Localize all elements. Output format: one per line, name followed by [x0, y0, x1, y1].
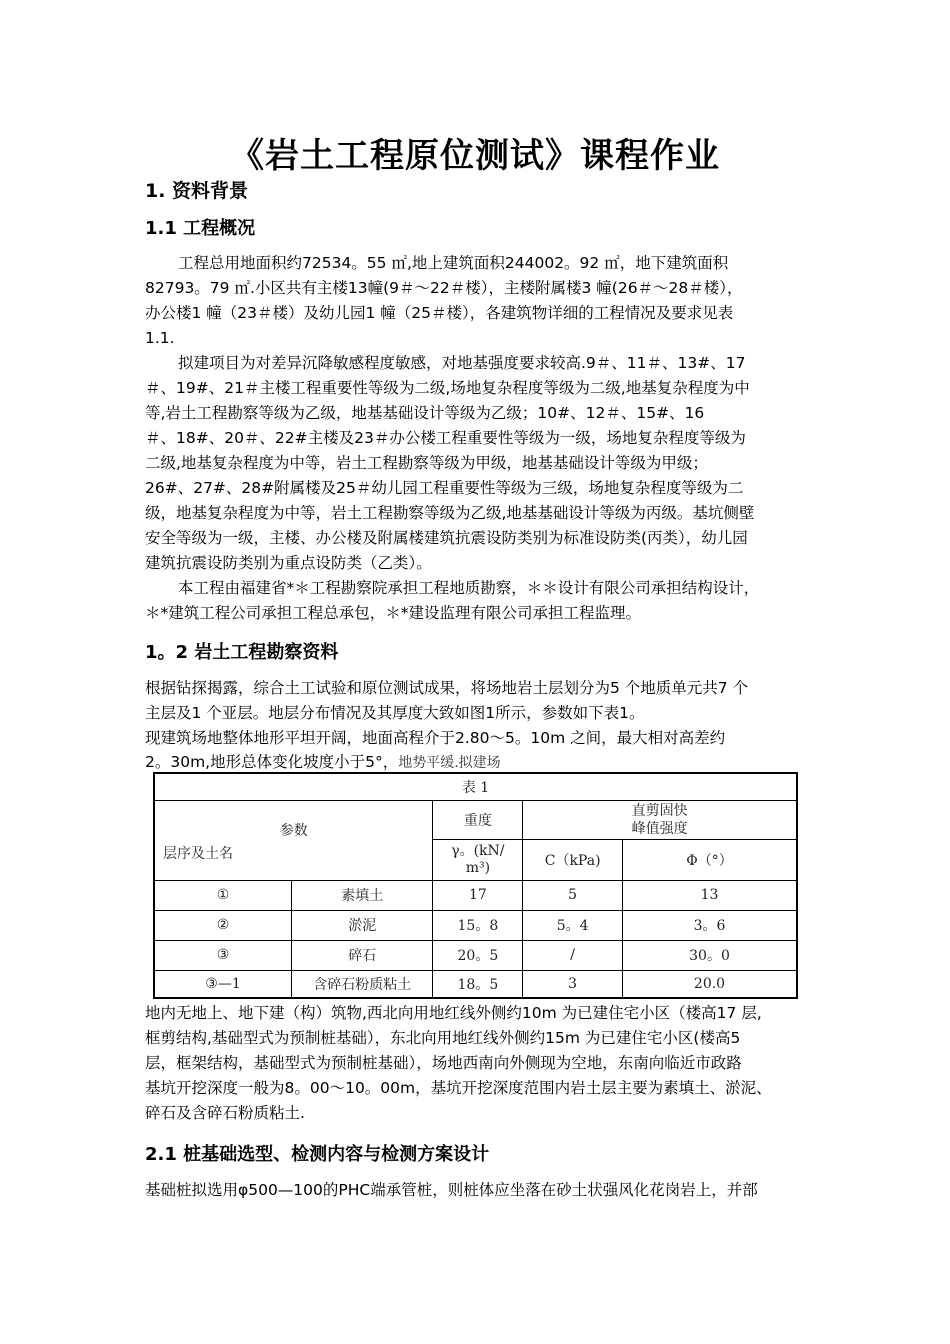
paragraph-line: ＃、18#、20＃、22#主楼及23＃办公楼工程重要性等级为一级，场地复杂程度等级为	[145, 429, 746, 447]
cell-name: 碎石	[292, 940, 433, 970]
cell-c: 5。4	[523, 910, 623, 940]
section-heading-2-1: 2.1 桩基础选型、检测内容与检测方案设计	[145, 1144, 490, 1165]
table-header-gamma-line1: γ。(kN/	[451, 842, 505, 859]
table-header-shear-line1: 直剪固快	[631, 802, 688, 819]
cell-gamma: 20。5	[433, 940, 523, 970]
cell-c: /	[523, 940, 623, 970]
section-heading-1-1: 1.1 工程概况	[145, 218, 256, 239]
table-header-shear	[523, 800, 797, 839]
paragraph-line: 框剪结构,基础型式为预制桩基础），东北向用地红线外侧约15m 为已建住宅小区(楼高5	[145, 1029, 741, 1047]
cell-phi: 3。6	[623, 910, 797, 940]
cell-phi: 30。0	[623, 940, 797, 970]
cell-c: 3	[523, 970, 623, 998]
paragraph-line: 拟建项目为对差异沉降敏感程度敏感，对地基强度要求较高.9＃、11＃、13#、17	[178, 354, 746, 372]
table-header-layer: 层序及土名	[163, 845, 233, 862]
cell-name: 淤泥	[292, 910, 433, 940]
paragraph-line: 现建筑场地整体地形平坦开阔，地面高程介于2.80～5。10m 之间，最大相对高差约	[145, 729, 726, 747]
cell-c: 5	[523, 880, 623, 910]
paragraph-line: ＃、19#、21＃主楼工程重要性等级为二级,场地复杂程度等级为二级,地基复杂程度为中	[145, 379, 750, 397]
cell-no: ③	[154, 940, 292, 970]
cell-gamma: 18。5	[433, 970, 523, 998]
cell-no: ①	[154, 880, 292, 910]
cell-no: ②	[154, 910, 292, 940]
paragraph-line: 工程总用地面积约72534。55 ㎡,地上建筑面积244002。92 ㎡，地下建筑面积	[178, 254, 729, 272]
paragraph-line: 1.1.	[145, 329, 175, 347]
paragraph-line: 层，框架结构，基础型式为预制桩基础），场地西南向外侧现为空地，东南向临近市政路	[145, 1054, 742, 1072]
table-header-phi: Φ（°）	[623, 839, 797, 880]
table-header-gamma-line2: m³)	[465, 859, 491, 876]
soil-parameter-table	[153, 772, 798, 999]
paragraph-line: 26#、27#、28#附属楼及25＃幼儿园工程重要性等级为三级，场地复杂程度等级为二	[145, 479, 744, 497]
paragraph-line: 等,岩土工程勘察等级为乙级，地基基础设计等级为乙级；10#、12＃、15#、16	[145, 404, 705, 422]
paragraph-text: 2。30m,地形总体变化坡度小于5°，	[145, 753, 399, 771]
table-header-params: 参数	[279, 822, 308, 839]
cell-phi: 13	[623, 880, 797, 910]
table-row	[154, 880, 797, 910]
cell-gamma: 15。8	[433, 910, 523, 940]
paragraph-text-serif: 地势平缓.拟建场	[398, 755, 501, 771]
paragraph-line: 办公楼1 幢（23＃楼）及幼儿园1 幢（25＃楼），各建筑物详细的工程情况及要求见表	[145, 304, 734, 322]
paragraph-line: 碎石及含碎石粉质粘土.	[145, 1104, 305, 1122]
table-header-gamma	[433, 839, 523, 880]
paragraph-line: 建筑抗震设防类别为重点设防类（乙类）。	[145, 554, 432, 572]
cell-phi: 20.0	[623, 970, 797, 998]
cell-gamma: 17	[433, 880, 523, 910]
table-caption: 表 1	[154, 773, 797, 800]
section-heading-1-2: 1。2 岩土工程勘察资料	[145, 642, 339, 663]
cell-no: ③—1	[154, 970, 292, 998]
table-header-params-cell	[154, 800, 433, 880]
paragraph-line: 根据钻探揭露，综合土工试验和原位测试成果，将场地岩土层划分为5 个地质单元共7 个	[145, 679, 749, 697]
table-header-weight: 重度	[433, 800, 523, 839]
cell-name: 素填土	[292, 880, 433, 910]
table-row	[154, 910, 797, 940]
table-row	[154, 940, 797, 970]
section-heading-1: 1. 资料背景	[145, 180, 249, 202]
paragraph-line: 二级,地基复杂程度为中等，岩土工程勘察等级为甲级，地基基础设计等级为甲级；	[145, 454, 708, 472]
paragraph-line: 安全等级为一级，主楼、办公楼及附属楼建筑抗震设防类别为标准设防类(丙类），幼儿园	[145, 529, 748, 547]
cell-name: 含碎石粉质粘土	[292, 970, 433, 998]
paragraph-line: 基坑开挖深度一般为8。00～10。00m，基坑开挖深度范围内岩土层主要为素填土、淤泥、	[145, 1079, 772, 1097]
table-header-shear-line2: 峰值强度	[631, 820, 688, 837]
paragraph-line: 基础桩拟选用φ500—100的PHC端承管桩，则桩体应坐落在砂土状强风化花岗岩上，并部	[145, 1181, 758, 1199]
paragraph-line: ＊*建筑工程公司承担工程总承包，＊*建设监理有限公司承担工程监理。	[145, 604, 642, 622]
paragraph-line: 地内无地上、地下建（构）筑物,西北向用地红线外侧约10m 为已建住宅小区（楼高17 层,	[145, 1004, 762, 1022]
table-row	[154, 970, 797, 998]
paragraph-line: 主层及1 个亚层。地层分布情况及其厚度大致如图1所示，参数如下表1。	[145, 704, 645, 722]
paragraph-line: 本工程由福建省*＊工程勘察院承担工程地质勘察，＊＊设计有限公司承担结构设计，	[178, 579, 760, 597]
paragraph-line: 级，地基复杂程度为中等，岩土工程勘察等级为乙级,地基基础设计等级为丙级。基坑侧壁	[145, 504, 755, 522]
paragraph-line: 82793。79 ㎡.小区共有主楼13幢(9＃～22＃楼），主楼附属楼3 幢(26＃～28＃楼），	[145, 279, 743, 297]
table-header-c: C（kPa)	[523, 839, 623, 880]
document-title: 《岩土工程原位测试》课程作业	[230, 136, 720, 176]
